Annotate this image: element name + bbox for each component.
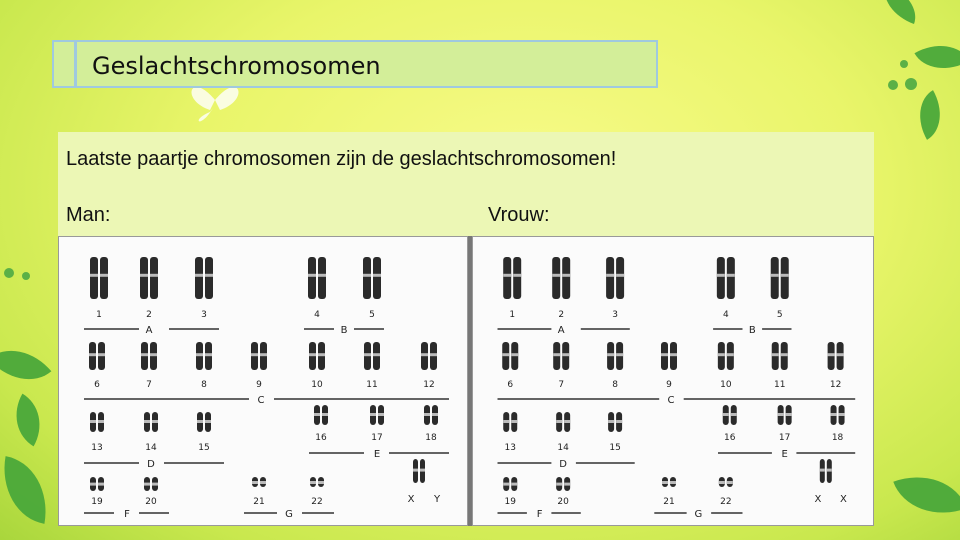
sex-chromosome-label: Y <box>433 494 441 505</box>
sex-chromosome-label: X <box>407 494 415 505</box>
chromosome-pair <box>552 257 570 299</box>
chromosome-number: 5 <box>369 310 375 320</box>
sex-chromosome-label: X <box>814 494 822 505</box>
karyotype-female-image <box>473 237 875 527</box>
chromosome-number: 16 <box>724 433 736 443</box>
chromosome-pair <box>308 257 326 299</box>
chromosome-number: 11 <box>366 380 378 390</box>
chromosome-pair <box>370 405 384 425</box>
chromosome-pair <box>717 257 735 299</box>
chromosome-pair <box>363 257 381 299</box>
chromosome-number: 9 <box>256 380 262 390</box>
chromosome-number: 20 <box>557 497 569 507</box>
chromosome-pair <box>661 342 677 370</box>
chromosome-number: 17 <box>371 433 383 443</box>
chromosome-number: 17 <box>778 433 791 443</box>
chromosome-pair <box>718 342 734 370</box>
chromosome-number: 14 <box>557 443 569 453</box>
chromosome-pair <box>607 342 623 370</box>
chromosome-number: 20 <box>145 497 157 507</box>
leaf-decoration <box>914 31 960 82</box>
chromosome-pair <box>90 412 104 432</box>
chromosome-number: 3 <box>612 310 618 320</box>
chromosome-pair <box>90 257 108 299</box>
chromosome-pair <box>196 342 212 370</box>
karyotype-male <box>58 236 468 526</box>
chromosome-pair <box>503 477 517 491</box>
chromosome-pair <box>772 342 788 370</box>
group-label: E <box>373 449 381 460</box>
chromosome-pair <box>502 342 518 370</box>
chromosome-pair <box>197 412 211 432</box>
leaf-decoration <box>2 394 53 447</box>
chromosome-pair <box>503 257 521 299</box>
chromosome-number: 16 <box>315 433 327 443</box>
chromosome-pair <box>606 257 624 299</box>
chromosome-number: 3 <box>201 310 207 320</box>
group-label: F <box>124 509 130 520</box>
chromosome-pair <box>421 342 437 370</box>
chromosome-number: 21 <box>253 497 265 507</box>
chromosome-number: 9 <box>666 380 672 390</box>
slide-title: Geslachtschromosomen <box>92 52 381 80</box>
dot-decoration <box>888 80 898 90</box>
slide-heading: Laatste paartje chromosomen zijn de geslachtschromosomen! <box>66 148 617 170</box>
chromosome-number: 2 <box>146 310 152 320</box>
group-label: C <box>667 395 675 406</box>
chromosome-pair <box>310 477 324 487</box>
chromosome-pair <box>831 405 845 425</box>
chromosome-number: 4 <box>314 310 320 320</box>
group-label: B <box>340 325 348 336</box>
chromosome-pair <box>719 477 733 487</box>
chromosome-pair <box>723 405 737 425</box>
chromosome-pair <box>144 412 158 432</box>
chromosome-pair <box>424 405 438 425</box>
chromosome-number: 8 <box>612 380 618 390</box>
leaf-decoration <box>0 456 55 524</box>
chromosome-pair <box>828 342 844 370</box>
chromosome-number: 18 <box>831 433 844 443</box>
chromosome-number: 18 <box>425 433 437 443</box>
chromosome-number: 19 <box>91 497 103 507</box>
chromosome-pair <box>252 477 266 487</box>
leaf-decoration <box>893 461 960 529</box>
chromosome-number: 19 <box>504 497 516 507</box>
chromosome-pair <box>140 257 158 299</box>
karyotype-female <box>472 236 874 526</box>
chromosome-number: 13 <box>504 443 516 453</box>
chromosome-number: 1 <box>96 310 102 320</box>
chromosome-number: 15 <box>609 443 621 453</box>
chromosome-number: 10 <box>311 380 323 390</box>
woman-label: Vrouw: <box>488 204 550 226</box>
chromosome-pair <box>608 412 622 432</box>
chromosome-pair <box>90 477 104 491</box>
chromosome-pair <box>195 257 213 299</box>
chromosome-number: 1 <box>509 310 516 320</box>
group-label: B <box>748 325 756 336</box>
chromosome-pair <box>662 477 676 487</box>
leaf-decoration <box>907 90 953 140</box>
chromosome-number: 21 <box>663 497 675 507</box>
chromosome-pair <box>553 342 569 370</box>
chromosome-pair <box>820 459 832 483</box>
chromosome-number: 5 <box>776 310 783 320</box>
chromosome-pair <box>778 405 792 425</box>
chromosome-number: 6 <box>94 380 100 390</box>
chromosome-number: 4 <box>722 310 729 320</box>
chromosome-number: 7 <box>146 380 152 390</box>
chromosome-pair <box>89 342 105 370</box>
chromosome-number: 12 <box>829 380 842 390</box>
chromosome-pair <box>503 412 517 432</box>
title-accent-bar <box>74 42 77 86</box>
chromosome-pair <box>364 342 380 370</box>
chromosome-number: 2 <box>558 310 565 320</box>
chromosome-pair <box>314 405 328 425</box>
man-label: Man: <box>66 204 111 226</box>
group-label: A <box>145 325 153 336</box>
chromosome-number: 8 <box>201 380 207 390</box>
group-label: G <box>285 509 293 520</box>
chromosome-pair <box>771 257 789 299</box>
dot-decoration <box>905 78 917 90</box>
chromosome-pair <box>556 412 570 432</box>
chromosome-number: 13 <box>91 443 103 453</box>
sex-chromosome-label: X <box>840 494 847 505</box>
group-label: D <box>147 459 155 470</box>
group-label: E <box>781 449 788 460</box>
chromosome-number: 10 <box>720 380 732 390</box>
content-panel <box>58 132 874 526</box>
chromosome-pair <box>251 342 267 370</box>
leaf-decoration <box>876 0 923 24</box>
chromosome-pair <box>144 477 158 491</box>
group-label: C <box>257 395 265 406</box>
chromosome-number: 22 <box>311 497 323 507</box>
chromosome-number: 11 <box>774 380 786 390</box>
chromosome-number: 12 <box>423 380 435 390</box>
dot-decoration <box>4 268 14 278</box>
chromosome-number: 14 <box>145 443 157 453</box>
chromosome-pair <box>413 459 425 483</box>
dot-decoration <box>900 60 908 68</box>
karyotype-male-image <box>59 237 469 527</box>
title-bar <box>52 40 658 88</box>
dot-decoration <box>22 272 30 280</box>
chromosome-number: 6 <box>507 380 514 390</box>
chromosome-pair <box>309 342 325 370</box>
group-label: F <box>536 509 543 520</box>
group-label: A <box>557 325 565 336</box>
chromosome-number: 22 <box>720 497 732 507</box>
chromosome-number: 7 <box>558 380 565 390</box>
chromosome-pair <box>556 477 570 491</box>
leaf-decoration <box>0 333 51 397</box>
chromosome-number: 15 <box>198 443 210 453</box>
chromosome-pair <box>141 342 157 370</box>
group-label: D <box>559 459 568 470</box>
group-label: G <box>694 509 703 520</box>
